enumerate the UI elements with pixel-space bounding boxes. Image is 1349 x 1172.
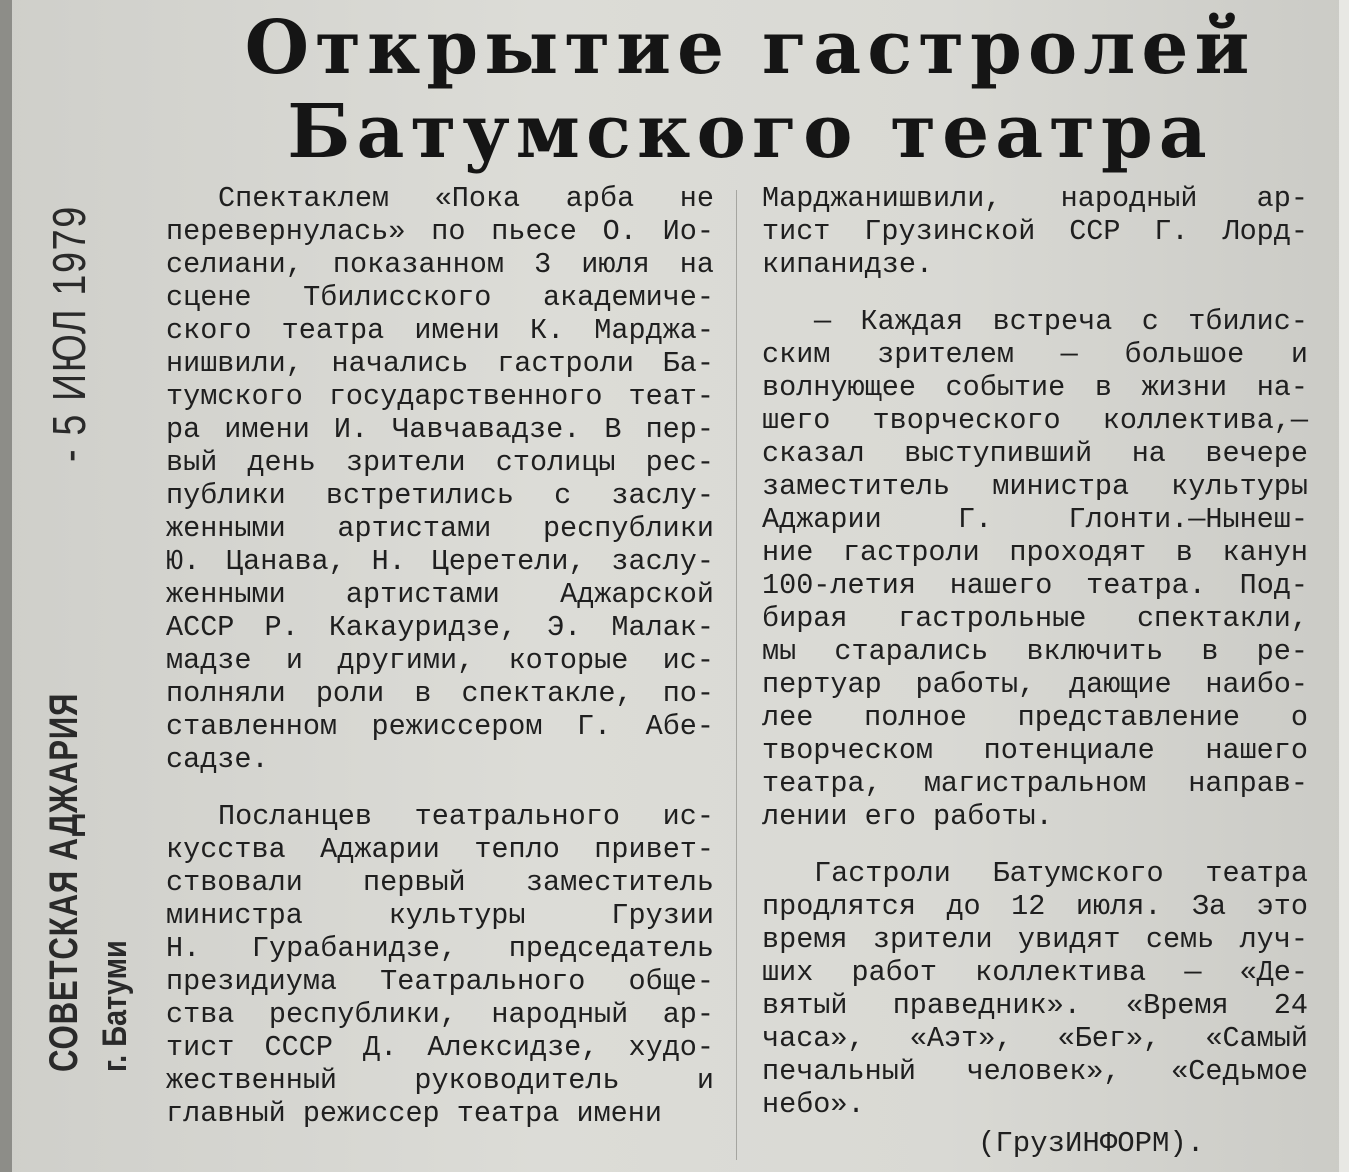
- column-divider: [736, 190, 737, 1160]
- text-line: нишвили, начались гастроли Ба-: [166, 347, 714, 380]
- text-line: женными артистами республики: [166, 512, 714, 545]
- text-line: — Каждая встреча с тбилис-: [814, 305, 1308, 338]
- text-line: шего творческого коллектива,—: [762, 404, 1308, 437]
- text-line: Спектаклем «Пока арба не: [218, 182, 714, 215]
- paragraph-2: [166, 800, 714, 1130]
- paragraph-4: [762, 305, 1308, 833]
- text-line: вый день зрители столицы рес-: [166, 446, 714, 479]
- text-line: тист СССР Д. Алексидзе, худо-: [166, 1031, 714, 1064]
- text-line: Аджарии Г. Глонти.—Нынеш-: [762, 503, 1308, 536]
- text-line: министра культуры Грузии: [166, 899, 714, 932]
- text-line: Ю. Цанава, Н. Церетели, заслу-: [166, 545, 714, 578]
- headline-line-2: Батумского театра: [287, 89, 1213, 175]
- article-signature: (ГрузИНФОРМ).: [978, 1127, 1205, 1160]
- text-line: ра имени И. Чавчавадзе. В пер-: [166, 413, 714, 446]
- clipping-right-edge: [1339, 0, 1349, 1172]
- text-line: лее полное представление о: [762, 701, 1308, 734]
- paragraph-1: [166, 182, 714, 776]
- text-line: главный режиссер театра имени: [166, 1097, 662, 1130]
- text-line: президиума Театрального обще-: [166, 965, 714, 998]
- article-column-1: [166, 182, 714, 1130]
- text-line: Марджанишвили, народный ар-: [762, 182, 1308, 215]
- text-line: АССР Р. Какауридзе, Э. Малак-: [166, 611, 714, 644]
- text-line: кусства Аджарии тепло привет-: [166, 833, 714, 866]
- stamp-top-line: [42, 52, 102, 1072]
- headline-line-1: Открытие гастролей: [244, 5, 1256, 91]
- text-line: женными артистами Аджарской: [166, 578, 714, 611]
- text-line: перевернулась» по пьесе О. Ио-: [166, 215, 714, 248]
- text-line: мы старались включить в ре-: [762, 635, 1308, 668]
- text-line: ства республики, народный ар-: [166, 998, 714, 1031]
- text-line: ставленном режиссером Г. Абе-: [166, 710, 714, 743]
- text-line: тумского государственного теат-: [166, 380, 714, 413]
- text-line: время зрители увидят семь луч-: [762, 923, 1308, 956]
- text-line: часа», «Аэт», «Бег», «Самый: [762, 1022, 1308, 1055]
- text-line: вятый праведник». «Время 24: [762, 989, 1308, 1022]
- article-headline: [170, 6, 1330, 174]
- stamp-city: г. Батуми: [96, 940, 134, 1072]
- article-column-2: [762, 182, 1308, 1121]
- text-line: публики встретились с заслу-: [166, 479, 714, 512]
- text-line: сказал выступивший на вечере: [762, 437, 1308, 470]
- text-line: ствовали первый заместитель: [166, 866, 714, 899]
- text-line: Гастроли Батумского театра: [814, 857, 1308, 890]
- text-line: полняли роли в спектакле, по-: [166, 677, 714, 710]
- text-line: тист Грузинской ССР Г. Лорд-: [762, 215, 1308, 248]
- text-line: пертуар работы, дающие наибо-: [762, 668, 1308, 701]
- text-line: садзе.: [166, 743, 269, 776]
- paragraph-3: [762, 182, 1308, 281]
- text-line: бирая гастрольные спектакли,: [762, 602, 1308, 635]
- text-line: творческом потенциале нашего: [762, 734, 1308, 767]
- text-line: заместитель министра культуры: [762, 470, 1308, 503]
- text-line: селиани, показанном 3 июля на: [166, 248, 714, 281]
- text-line: небо».: [762, 1088, 865, 1121]
- text-line: ским зрителем — большое и: [762, 338, 1308, 371]
- text-line: лении его работы.: [762, 800, 1053, 833]
- text-line: ского театра имени К. Марджа-: [166, 314, 714, 347]
- paragraph-5: [762, 857, 1308, 1121]
- text-line: ние гастроли проходят в канун: [762, 536, 1308, 569]
- text-line: театра, магистральном направ-: [762, 767, 1308, 800]
- text-line: продлятся до 12 июля. За это: [762, 890, 1308, 923]
- text-line: Посланцев театрального ис-: [218, 800, 714, 833]
- text-line: кипанидзе.: [762, 248, 934, 281]
- stamp-newspaper-name: СОВЕТСКАЯ АДЖАРИЯ: [42, 692, 86, 1072]
- text-line: ших работ коллектива — «Де-: [762, 956, 1308, 989]
- text-line: 100-летия нашего театра. Под-: [762, 569, 1308, 602]
- text-line: сцене Тбилисского академиче-: [166, 281, 714, 314]
- text-line: мадзе и другими, которые ис-: [166, 644, 714, 677]
- text-line: волнующее событие в жизни на-: [762, 371, 1308, 404]
- text-line: жественный руководитель и: [166, 1064, 714, 1097]
- clipping-stamp: [8, 0, 148, 1172]
- text-line: печальный человек», «Седьмое: [762, 1055, 1308, 1088]
- stamp-date: - 5 ИЮЛ 1979: [43, 205, 95, 462]
- text-line: Н. Гурабанидзе, председатель: [166, 932, 714, 965]
